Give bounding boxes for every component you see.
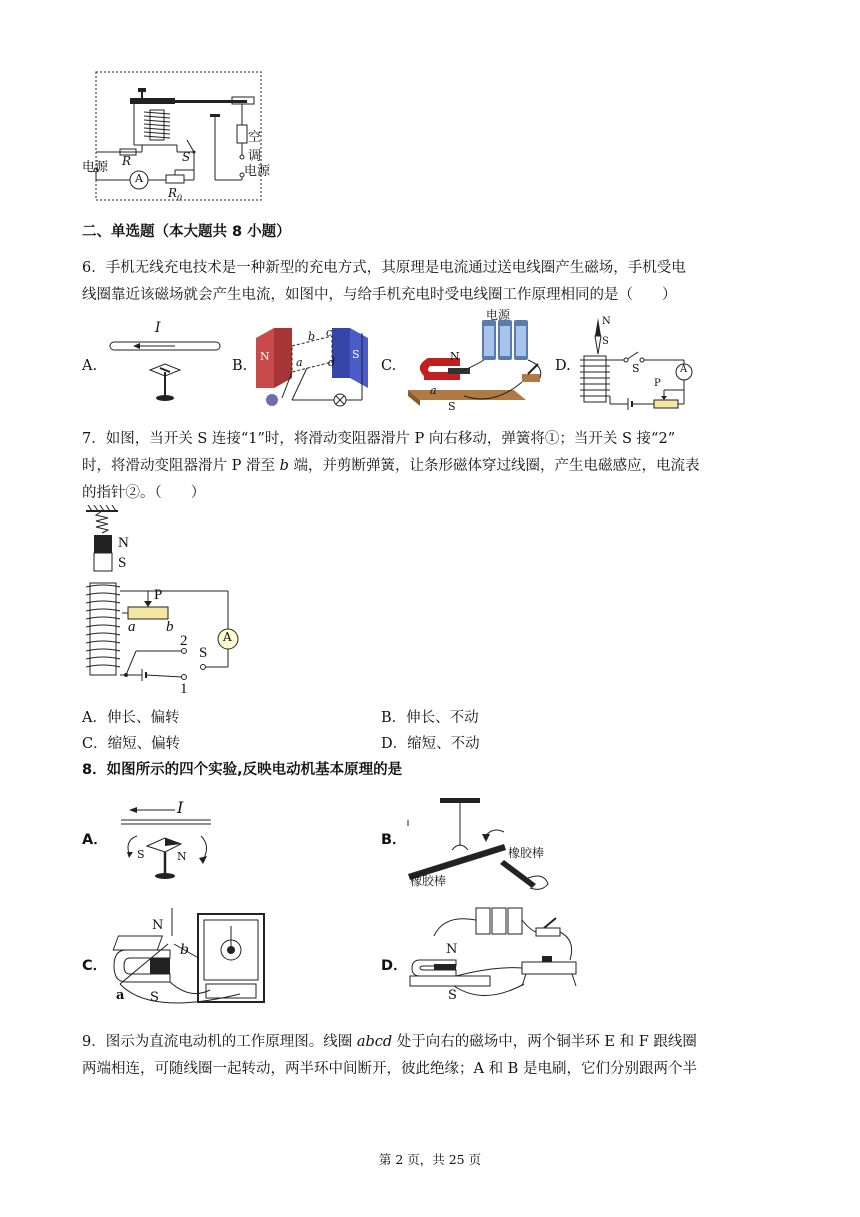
q6-fig-b-d-label: d xyxy=(328,356,336,369)
q9-stem-line1: 9．图示为直流电动机的工作原理图。线圈 abcd 处于向右的磁场中，两个铜半环 E 和 F 跟线圈 xyxy=(82,1034,697,1050)
q8-figure-c xyxy=(110,904,270,1016)
q8-figure-d xyxy=(404,900,584,1010)
q6-option-a-label: A. xyxy=(82,358,98,374)
q6-fig-d-p-label: P xyxy=(654,378,661,389)
q7-fig-p-label: P xyxy=(154,587,163,603)
relay-label-ac: 空调 xyxy=(248,130,262,164)
q6-figure-c xyxy=(404,306,554,416)
q7-figure xyxy=(82,505,252,700)
q6-fig-b-c-label: c xyxy=(326,326,333,339)
q7-option-c: C．缩短、偏转 xyxy=(82,736,181,752)
page-footer: 第 2 页，共 25 页 xyxy=(378,1152,482,1167)
q7-stem-line2: 时，将滑动变阻器滑片 P 滑至 b 端，并剪断弹簧，让条形磁体穿过线圈，产生电磁感应，电流表 xyxy=(82,458,700,474)
q6-fig-b-a-label: a xyxy=(296,356,303,369)
q7-fig-s-label: S xyxy=(118,555,127,571)
q7-fig-b-label: b xyxy=(166,619,174,635)
q6-fig-c-s-label: S xyxy=(448,400,456,413)
q8-fig-c-a-label: a xyxy=(116,988,125,1003)
q7-option-d: D．缩短、不动 xyxy=(381,736,480,752)
q6-option-b-label: B. xyxy=(232,358,248,374)
q7-option-a: A．伸长、偏转 xyxy=(82,710,180,726)
q7-fig-n-label: N xyxy=(118,535,129,551)
q6-fig-d-s-label: S xyxy=(602,336,609,347)
q6-fig-d-ammeter-label: A xyxy=(680,364,688,375)
q8-fig-d-s-label: S xyxy=(448,988,457,1003)
q8-fig-a-s-label: S xyxy=(137,848,145,861)
relay-label-R: R xyxy=(122,154,132,168)
relay-label-S: S xyxy=(182,150,191,164)
relay-label-power-right: 电源 xyxy=(244,164,271,179)
q8-fig-c-n-label: N xyxy=(152,918,164,933)
q6-fig-b-b-label: b xyxy=(308,330,316,343)
q6-fig-c-n-label: N xyxy=(450,350,460,363)
q6-figure-b xyxy=(252,318,374,410)
relay-label-R0: $R_0$ xyxy=(168,186,183,203)
q7-stem-line1: 7．如图，当开关 S 连接“1”时，将滑动变阻器滑片 P 向右移动，弹簧将①；当开关 S 接“2” xyxy=(82,431,676,447)
relay-label-A: A xyxy=(135,172,143,185)
q8-fig-d-n-label: N xyxy=(446,942,458,957)
q8-option-c-label: C． xyxy=(82,958,108,974)
q6-fig-b-n-label: N xyxy=(260,350,270,363)
q8-stem: 8．如图所示的四个实验,反映电动机基本原理的是 xyxy=(82,762,403,778)
relay-label-power-left: 电源 xyxy=(82,160,109,175)
q7-fig-ammeter-label: A xyxy=(223,630,232,644)
q8-fig-a-n-label: N xyxy=(177,850,187,863)
q6-fig-c-power-label: 电源 xyxy=(486,308,511,322)
q8-option-d-label: D． xyxy=(381,958,408,974)
q7-fig-switch-label: S xyxy=(199,645,208,661)
q6-stem-line2: 线圈靠近该磁场就会产生电流，如图中，与给手机充电时受电线圈工作原理相同的是（ ） xyxy=(82,287,677,303)
q6-option-c-label: C. xyxy=(381,358,397,374)
q6-figure-a xyxy=(105,320,225,410)
relay-circuit-figure xyxy=(82,70,272,205)
q7-fig-a-label: a xyxy=(128,619,136,635)
q9-stem-line2: 两端相连，可随线圈一起转动，两半环中间断开，彼此绝缘；A 和 B 是电刷，它们分别跟两个半 xyxy=(82,1061,697,1077)
q6-fig-d-n-label: N xyxy=(602,316,611,327)
q7-option-b: B．伸长、不动 xyxy=(381,710,479,726)
q8-fig-a-current-label: I xyxy=(177,798,184,817)
q8-figure-b xyxy=(404,794,564,894)
section-heading: 二、单选题（本大题共 8 小题） xyxy=(82,224,291,240)
q6-fig-b-s-label: S xyxy=(352,348,360,361)
q6-fig-d-switch-label: S xyxy=(632,362,640,375)
q8-option-b-label: B． xyxy=(381,832,407,848)
q7-fig-contact-2-label: 2 xyxy=(180,633,188,649)
q7-fig-contact-1-label: 1 xyxy=(180,681,188,697)
q6-option-d-label: D. xyxy=(555,358,571,374)
q6-fig-c-a-label: a xyxy=(430,384,437,397)
q6-stem-line1: 6．手机无线充电技术是一种新型的充电方式，其原理是电流通过送电线圈产生磁场，手机受电 xyxy=(82,260,686,276)
q8-fig-c-s-label: S xyxy=(150,990,159,1005)
q8-fig-c-b-label: b xyxy=(180,942,189,958)
q8-fig-b-rod-left-label: 橡胶棒 xyxy=(410,874,447,888)
q8-option-a-label: A． xyxy=(82,832,108,848)
q6-fig-a-current-label: I xyxy=(155,320,161,336)
q8-figure-a xyxy=(115,796,225,886)
q8-fig-b-rod-right-label: 橡胶棒 xyxy=(508,846,545,860)
q7-stem-line3: 的指针②。（ ） xyxy=(82,485,206,501)
q6-figure-d xyxy=(574,314,699,414)
